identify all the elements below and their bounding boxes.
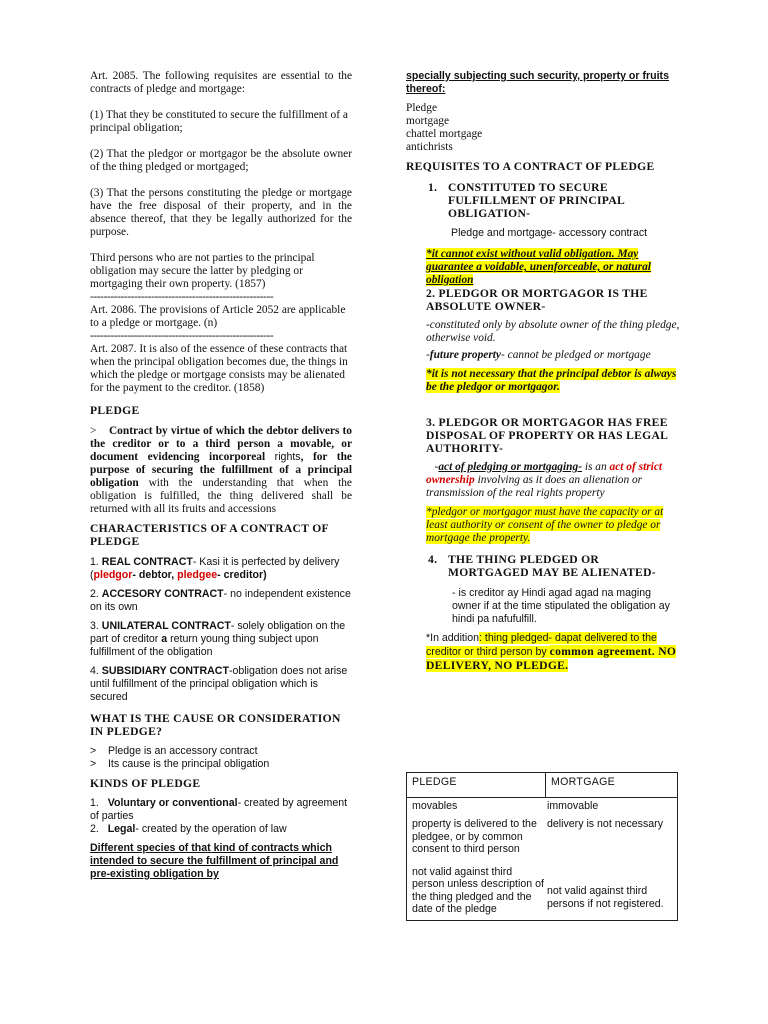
table-header: MORTGAGE xyxy=(546,773,678,798)
pledge-definition: > Contract by virtue of which the debtor delivers to the creditor or to a third person a movable, or document evidencing incorporeal rights, for the purpose of securing the fulfillment of a principal obligation with the understanding that when the obligation is fulfilled, the thing delivered shall be returned with all its fruits and accessions xyxy=(90,425,352,515)
table-header: PLEDGE xyxy=(407,773,546,798)
right-column xyxy=(406,70,682,673)
table-cell: immovable xyxy=(547,799,599,812)
requisite-3: (3) That the persons constituting the pledge or mortgage have the free disposal of their property, and in the absence thereof, that they be legally authorized for the purpose. xyxy=(90,187,352,238)
pledge-heading: PLEDGE xyxy=(90,404,140,417)
kinds-heading: KINDS OF PLEDGE xyxy=(90,777,201,790)
bullet-marker: > xyxy=(90,425,97,437)
characteristics-heading: CHARACTERISTICS OF A CONTRACT OF PLEDGE xyxy=(90,522,329,548)
table-cell: movables xyxy=(412,799,458,812)
characteristic-item: 4. SUBSIDIARY CONTRACT-obligation does not arise until fulfillment of the principal obligation which is secured xyxy=(90,665,348,703)
third-persons-paragraph: Third persons who are not parties to the principal obligation may secure the latter by pledging or mortgaging their own property. (1857) xyxy=(90,252,315,290)
table-cell: not valid against third person unless description of the thing pledged and the date of the pledge xyxy=(412,865,544,915)
in-addition-line: *In addition: thing pledged- dapat delivered to the creditor or third person by common agreement. NO DELIVERY, NO PLEDGE. xyxy=(426,632,677,672)
table-cell: delivery is not necessary xyxy=(547,818,663,830)
characteristic-item: 1. REAL CONTRACT- Kasi it is perfected by delivery (pledgor- debtor, pledgee- creditor) xyxy=(90,556,340,581)
cause-item: > Its cause is the principal obligation xyxy=(90,758,270,770)
kind-item: 2. Legal- created by the operation of law xyxy=(90,823,287,835)
requisite-1-line: Pledge and mortgage- accessory contract xyxy=(451,227,648,239)
art-2087: Art. 2087. It is also of the essence of these contracts that when the principal obligation becomes due, the things in which the pledge or mortgage consists may be alienated for the payment to the creditor. (1858) xyxy=(90,343,348,394)
list-item: chattel mortgage xyxy=(406,128,483,140)
species-continuation: specially subjecting such security, property or fruits thereof: xyxy=(406,70,669,95)
act-of-pledging-line: -act of pledging or mortgaging- is an act of strict ownership involving as it does an alienation or transmission of the real rights property xyxy=(426,461,663,499)
characteristic-item: 3. UNILATERAL CONTRACT- solely obligation on the part of creditor a return young thing subject upon fulfillment of the obligation xyxy=(90,620,346,658)
table-row xyxy=(407,797,678,920)
kind-item: 1. Voluntary or conventional- created by agreement of parties xyxy=(90,797,348,822)
cause-item: > Pledge is an accessory contract xyxy=(90,745,258,757)
table-header-row xyxy=(407,773,678,798)
species-paragraph: Different species of that kind of contracts which intended to secure the fulfillment of principal and pre-existing obligation by xyxy=(90,842,339,880)
requisites-heading: REQUISITES TO A CONTRACT OF PLEDGE xyxy=(406,160,655,173)
requisite-2: (2) That the pledgor or mortgagor be the absolute owner of the thing pledged or mortgaged; xyxy=(90,148,352,173)
requisite-4-heading: 4. THE THING PLEDGED OR MORTGAGED MAY BE ALIENATED- xyxy=(428,553,656,579)
pledge-mortgage-table xyxy=(406,772,678,921)
separator: ------------------------------------------------------ xyxy=(90,291,274,303)
list-item: mortgage xyxy=(406,115,450,127)
requisite-2-note: *it is not necessary that the principal debtor is always be the pledgor or mortgagor. xyxy=(426,368,677,393)
requisite-1-note: *it cannot exist without valid obligation. May guarantee a voidable, unenforceable, or natural obligation xyxy=(426,248,651,286)
table-cell: property is delivered to the pledgee, or by common consent to third person xyxy=(412,818,537,855)
requisite-3-heading: 3. PLEDGOR OR MORTGAGOR HAS FREE DISPOSAL OF PROPERTY OR HAS LEGAL AUTHORITY- xyxy=(426,416,668,455)
art-2085-intro: Art. 2085. The following requisites are essential to the contracts of pledge and mortgage: xyxy=(90,70,352,95)
future-property-line: -future property- cannot be pledged or mortgage xyxy=(426,349,651,361)
requisite-4-line: - is creditor ay Hindi agad agad na maging owner if at the time stipulated the obligation ay hindi pa nafufulfill. xyxy=(452,587,670,625)
requisite-1: (1) That they be constituted to secure the fulfillment of a principal obligation; xyxy=(90,109,348,134)
species-list xyxy=(406,102,682,154)
table-cell: not valid against third persons if not registered. xyxy=(547,885,664,910)
list-item: antichrists xyxy=(406,141,453,153)
list-item: Pledge xyxy=(406,102,438,114)
left-column xyxy=(90,70,352,881)
requisite-1-heading: 1. CONSTITUTED TO SECURE FULFILLMENT OF PRINCIPAL OBLIGATION- xyxy=(428,181,625,220)
separator: ------------------------------------------------------ xyxy=(90,330,274,342)
art-2086: Art. 2086. The provisions of Article 2052 are applicable to a pledge or mortgage. (n) xyxy=(90,304,346,329)
requisite-2-line: -constituted only by absolute owner of the thing pledge, otherwise void. xyxy=(426,319,680,344)
characteristic-item: 2. ACCESORY CONTRACT- no independent existence on its own xyxy=(90,588,351,613)
cause-heading: WHAT IS THE CAUSE OR CONSIDERATION IN PLEDGE? xyxy=(90,712,341,738)
requisite-2-heading: 2. PLEDGOR OR MORTGAGOR IS THE ABSOLUTE OWNER- xyxy=(426,287,648,313)
requisite-3-note: *pledgor or mortgagor must have the capacity or at least authority or consent of the owner to pledge or mortgage the property. xyxy=(426,506,664,544)
